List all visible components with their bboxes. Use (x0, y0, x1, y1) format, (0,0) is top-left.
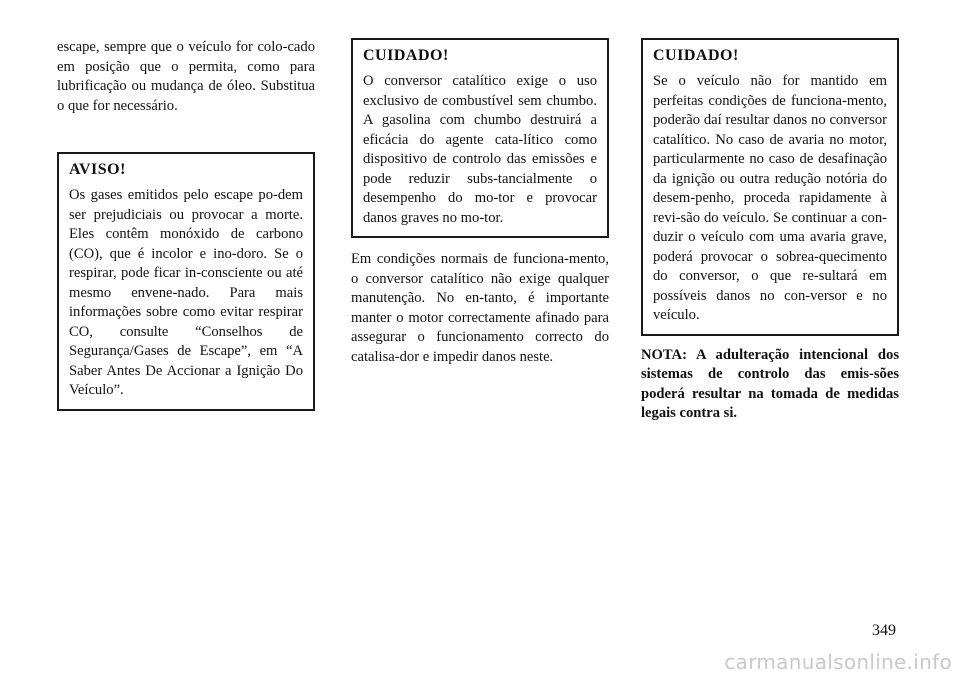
left-column (57, 38, 315, 411)
warning-title: AVISO! (69, 161, 126, 178)
caution-title: CUIDADO! (363, 47, 449, 64)
watermark: carmanualsonline.info (724, 650, 952, 674)
caution-text: Se o veículo não for mantido em perfeitas condições de funciona-mento, poderão daí resultar danos no conversor catalítico. No caso de avaria no motor, particularmente no caso de desafinação da ignição ou outra redução notória do desem-penho, proceda rapidamente à revi-são do veículo. Se continuar a con-duzir o veículo com uma avaria grave, poderá provocar o sobrea-quecimento do conversor, o que re-sultará em possíveis danos no con-versor e no veículo. (653, 73, 887, 323)
right-column (641, 38, 899, 424)
caution-text: O conversor catalítico exige o uso exclusivo de combustível sem chumbo. A gasolina com chumbo destruirá a eficácia do agente cata-lítico como dispositivo de controlo das emissões e pode reduzir subs-tancialmente o desempenho do mo-tor e provocar danos graves no mo-tor. (363, 73, 597, 226)
middle-column (351, 38, 609, 367)
caution-box-maintenance (641, 38, 899, 336)
warning-box (57, 152, 315, 411)
caution-title: CUIDADO! (653, 47, 739, 64)
note-paragraph: NOTA: A adulteração intencional dos sistemas de controlo das emis-sões poderá resultar na tomada de medidas legais contra si. (641, 346, 899, 421)
warning-text: Os gases emitidos pelo escape po-dem ser prejudiciais ou provocar a morte. Eles contêm monóxido de carbono (CO), que é incolor e ino-doro. Se o respirar, pode ficar in-consciente ou até mesmo envene-nado. Para mais informações sobre como evitar respirar CO, consulte “Conselhos de Segurança/Gases de Escape”, em “A Saber Antes De Accionar a Ignição Do Veículo”. (69, 187, 303, 398)
intro-paragraph: escape, sempre que o veículo for colo-cado em posição que o permita, como para lubrificação ou mudança de óleo. Substitua o que for necessário. (57, 39, 315, 114)
page-number: 349 (872, 622, 896, 639)
maintenance-paragraph: Em condições normais de funciona-mento, o conversor catalítico não exige qualquer manutenção. No en-tanto, é importante manter o motor correctamente afinado para assegurar o funcionamento correcto do catalisa-dor e impedir danos neste. (351, 251, 609, 365)
caution-box-fuel (351, 38, 609, 238)
